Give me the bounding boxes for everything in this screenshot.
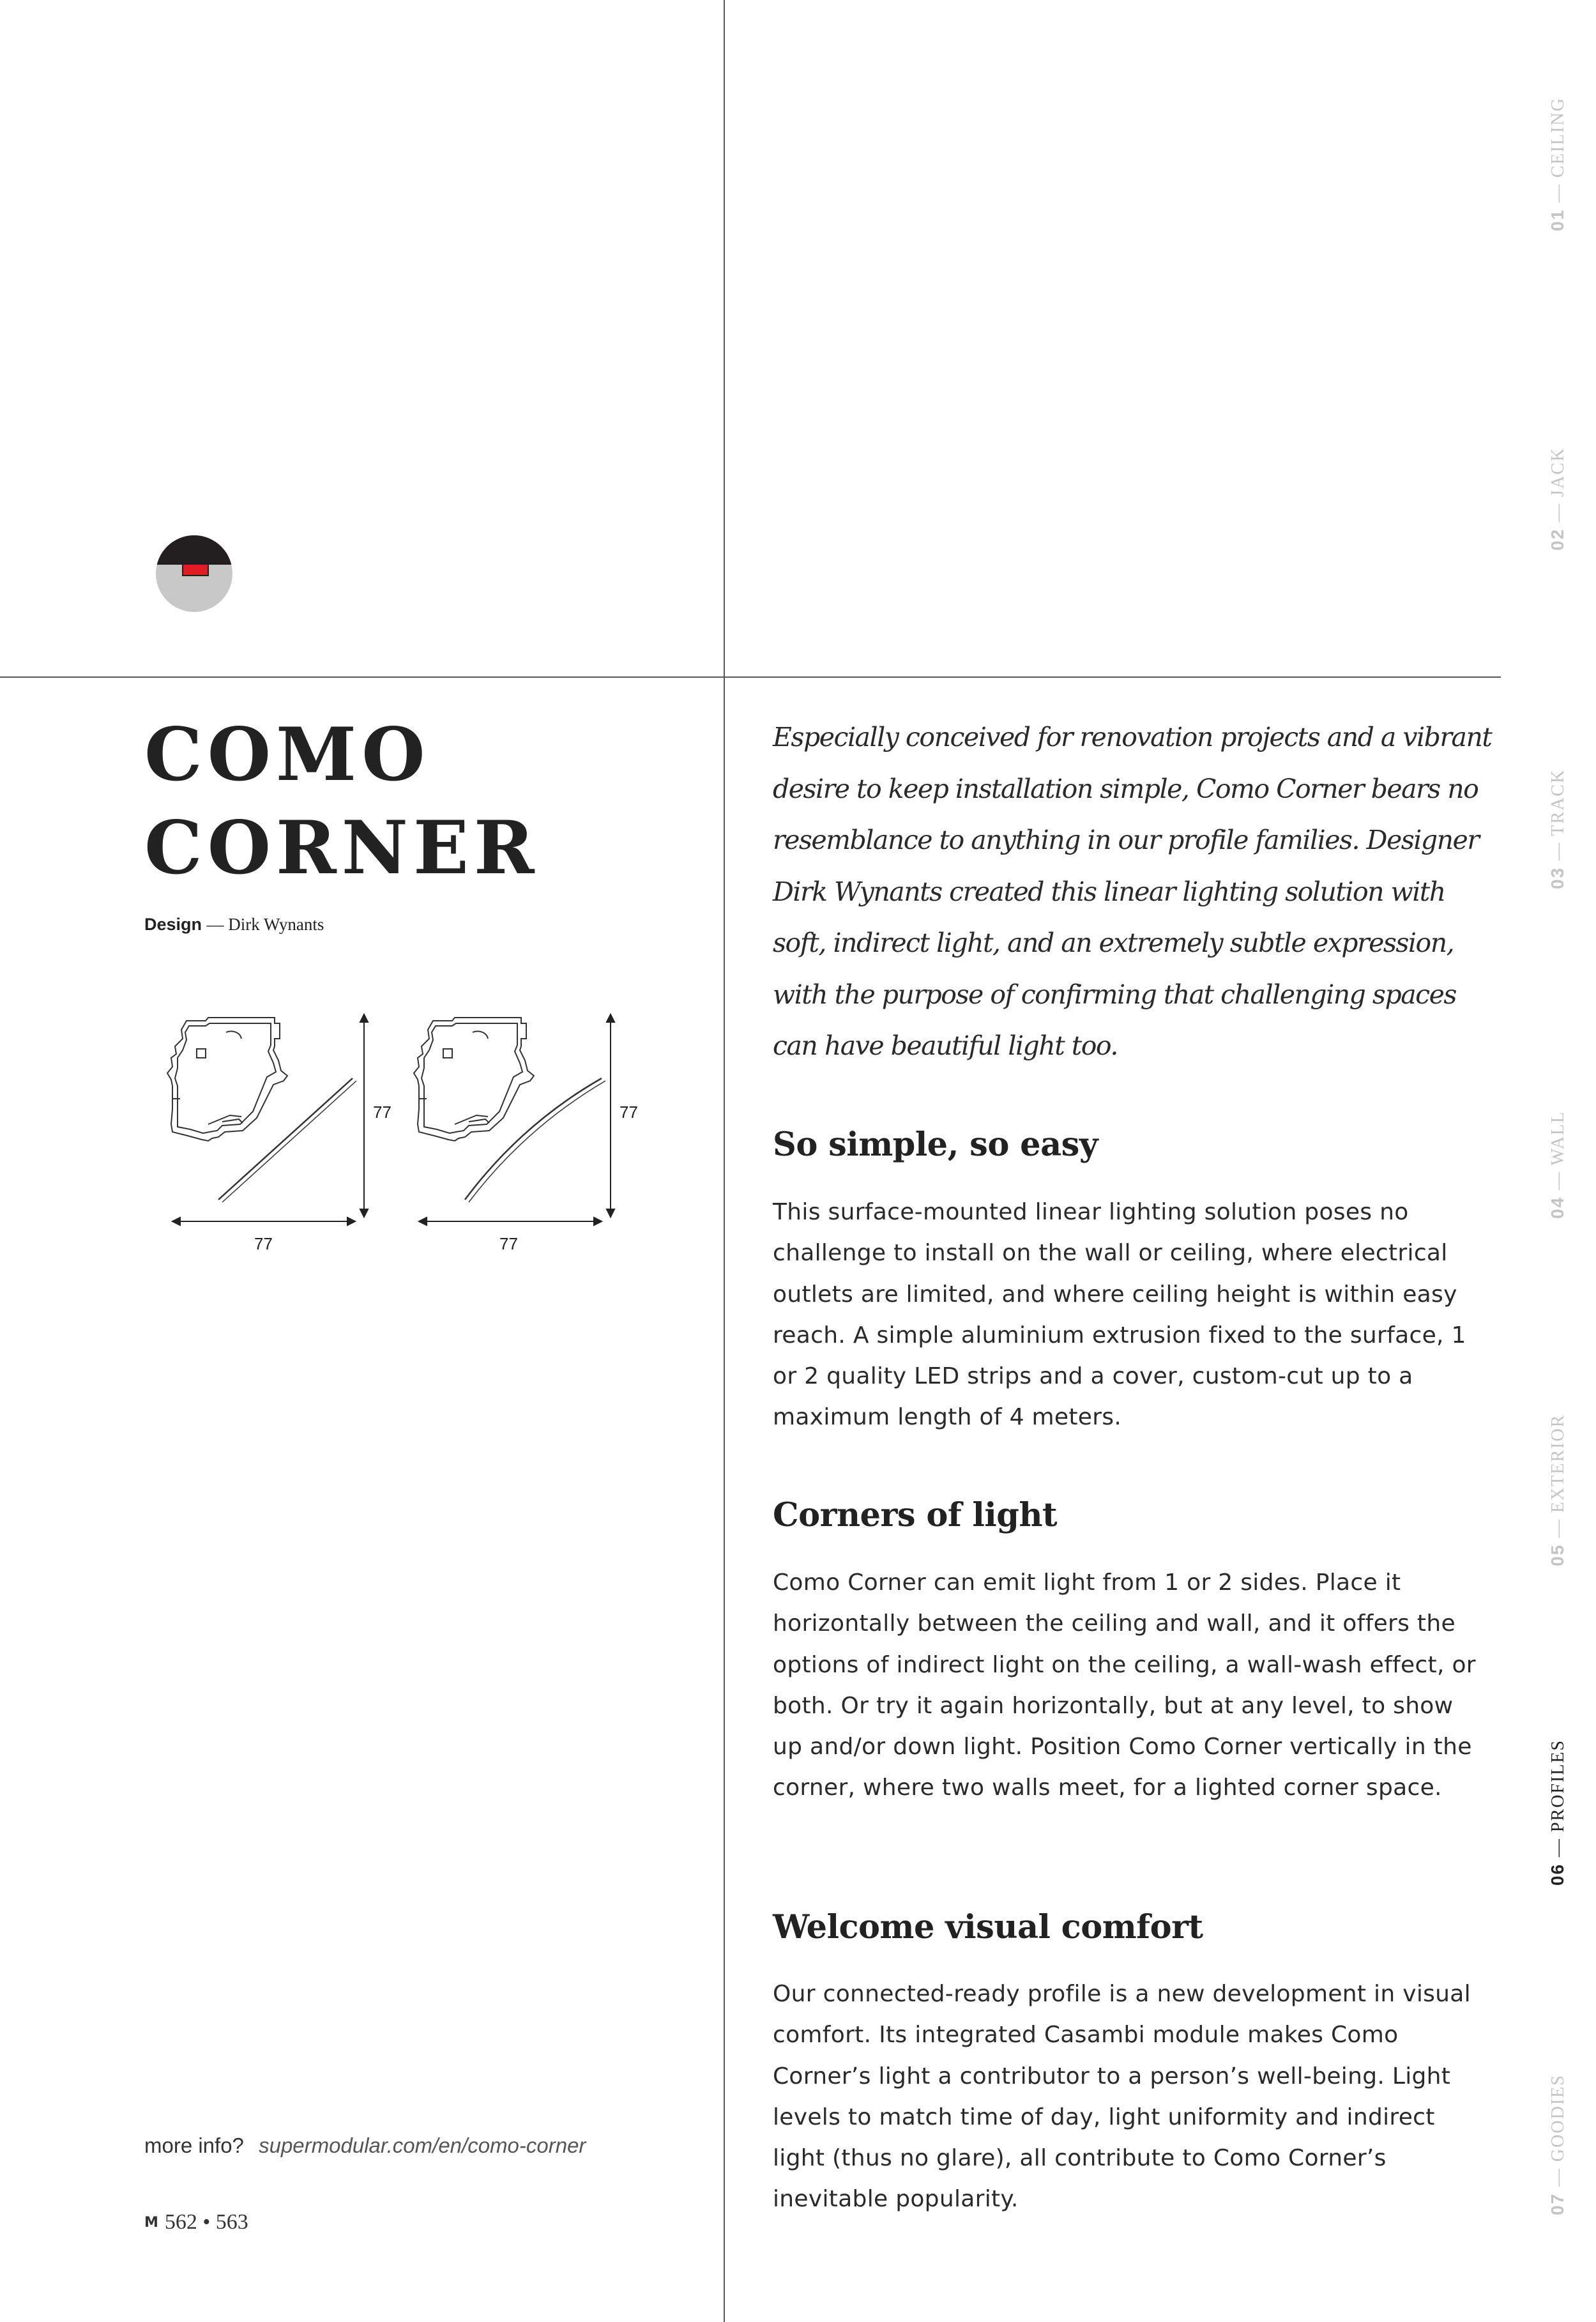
product-title xyxy=(144,708,540,894)
section-heading-simple: So simple, so easy xyxy=(773,1126,1098,1164)
title-line-2: CORNER xyxy=(144,805,540,890)
brand-mark-icon: M xyxy=(144,2214,158,2231)
profile-drawing-straight xyxy=(167,1018,356,1202)
dim-width-1: 77 xyxy=(254,1234,273,1253)
designer-name: — Dirk Wynants xyxy=(206,915,324,934)
more-info xyxy=(144,2134,586,2158)
section-body-simple: This surface-mounted linear lighting solution poses no challenge to install on the wall or ceiling, where electrical outlets are limited, and where ceiling height is within easy reach. A simple aluminium extrusion fixed to the surface, 1 or 2 quality LED strips and a cover, custom-cut up to a maximum length of 4 meters. xyxy=(773,1199,1466,1431)
dim-height-1: 77 xyxy=(373,1103,391,1122)
dim-width-2: 77 xyxy=(499,1234,518,1253)
profile-technical-drawings xyxy=(147,997,658,1271)
horizontal-divider xyxy=(0,676,1501,678)
section-body-corners: Como Corner can emit light from 1 or 2 sides. Place it horizontally between the ceiling and wall, and it offers the options of indirect light on the ceiling, a wall-wash effect, or both. Or try it again horizontally, but at any level, to show up and/or down light. Position Como Corner vertically in the corner, where two walls meet, for a lighted corner space. xyxy=(773,1570,1476,1801)
more-info-label: more info? xyxy=(144,2134,244,2157)
vertical-divider xyxy=(724,0,725,2322)
dim-height-2: 77 xyxy=(619,1103,638,1122)
section-heading-comfort: Welcome visual comfort xyxy=(773,1908,1203,1946)
intro-paragraph: Especially conceived for renovation projects and a vibrant desire to keep installation simple, Como Corner bears no resemblance to anything in our profile families. Designer Dirk Wynants created this linear lighting solution with soft, indirect light, and an extremely subtle expression, with the purpose of confirming that challenging spaces can have beautiful light too. xyxy=(773,722,1492,1061)
design-label: Design xyxy=(144,915,202,934)
title-line-1: COMO xyxy=(144,712,430,797)
product-url-link[interactable]: supermodular.com/en/como-corner xyxy=(259,2134,586,2157)
page-number-text: 562 • 563 xyxy=(164,2210,248,2234)
profile-drawing-curved xyxy=(414,1018,605,1202)
designer-credit xyxy=(144,915,324,935)
product-logo-icon xyxy=(156,535,232,612)
page-numbers xyxy=(144,2210,248,2234)
section-body-comfort: Our connected-ready profile is a new development in visual comfort. Its integrated Casambi module makes Como Corner’s light a contributor to a person’s well-being. Light levels to match time of day, light uniformity and indirect light (thus no glare), all contribute to Como Corner’s inevitable popularity. xyxy=(773,1981,1471,2213)
section-heading-corners: Corners of light xyxy=(773,1496,1058,1534)
